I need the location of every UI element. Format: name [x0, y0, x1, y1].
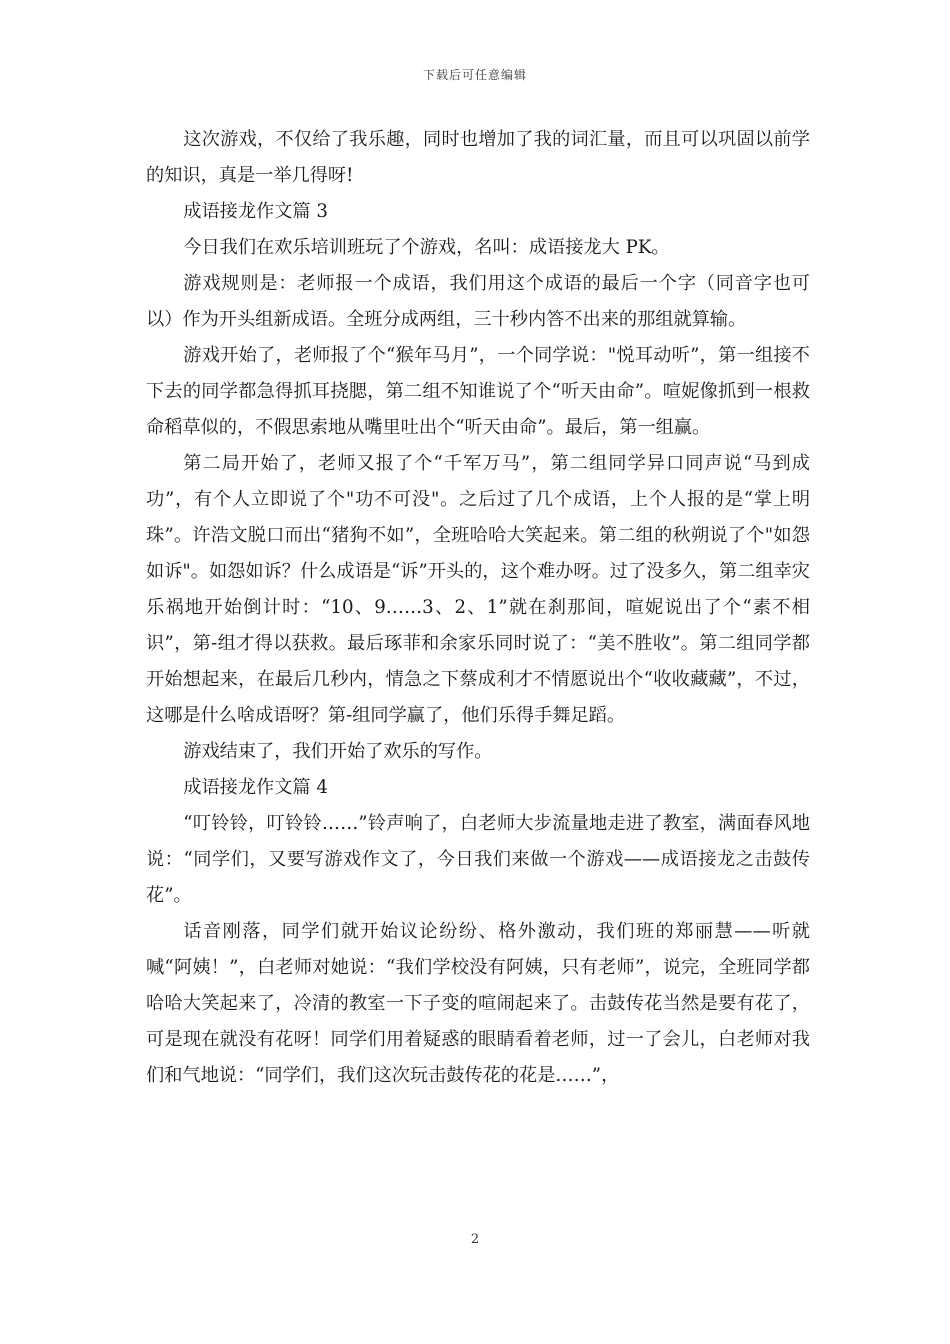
paragraph: 今日我们在欢乐培训班玩了个游戏，名叫：成语接龙大 PK。 [183, 237, 670, 258]
paragraph: 游戏开始了，老师报了个“猴年马月”，一个同学说："悦耳动听”，第一组接不下去的同学都急得抓耳挠腮，第二组不知谁说了个“听天由命”。喧妮像抓到一根救命稻草似的，不假思索地从嘴里吐出个“听天由命”。最后，第一组赢。 [146, 345, 810, 438]
paragraph: 这次游戏，不仅给了我乐趣，同时也增加了我的词汇量，而且可以巩固以前学的知识，真是一举几得呀! [146, 129, 810, 186]
paragraph: “叮铃铃，叮铃铃……”铃声响了，白老师大步流量地走进了教室，满面春风地说：“同学们，又要写游戏作文了，今日我们来做一个游戏——成语接龙之击鼓传花”。 [146, 813, 810, 906]
paragraph: 游戏结束了，我们开始了欢乐的写作。 [183, 741, 493, 762]
page-header: 下载后可任意编辑 [422, 68, 527, 82]
section-heading: 成语接龙作文篇 3 [183, 201, 328, 222]
article-body [146, 122, 810, 1094]
page-number: 2 [470, 1232, 480, 1247]
paragraph: 话音刚落，同学们就开始议论纷纷、格外激动，我们班的郑丽慧——听就喊“阿姨！”，白老师对她说：“我们学校没有阿姨，只有老师”，说完，全班同学都哈哈大笑起来了，冷清的教室一下子变的喧闹起来了。击鼓传花当然是要有花了，可是现在就没有花呀！同学们用着疑惑的眼睛看着老师，过一了会儿，白老师对我们和气地说：“同学们，我们这次玩击鼓传花的花是……”， [146, 921, 810, 1086]
paragraph: 游戏规则是：老师报一个成语，我们用这个成语的最后一个字（同音字也可以）作为开头组新成语。全班分成两组，三十秒内答不出来的那组就算输。 [146, 273, 810, 330]
section-heading: 成语接龙作文篇 4 [183, 777, 328, 798]
paragraph: 第二局开始了，老师又报了个“千军万马”，第二组同学异口同声说“马到成功”，有个人立即说了个"功不可没"。之后过了几个成语，上个人报的是“掌上明珠”。许浩文脱口而出“猪狗不如”，全班哈哈大笑起来。第二组的秋朔说了个"如怨如诉"。如怨如诉？什么成语是“诉”开头的，这个难办呀。过了没多久，第二组幸灾乐祸地开始倒计时：“10、9……3、2、1”就在刹那间，喧妮说出了个“素不相识”，第-组才得以获救。最后琢菲和余家乐同时说了：“美不胜收”。第二组同学都开始想起来，在最后几秒内，情急之下蔡成利才不情愿说出个“收收藏藏”，不过，这哪是什么啥成语呀？第-组同学赢了，他们乐得手舞足蹈。 [146, 453, 810, 726]
